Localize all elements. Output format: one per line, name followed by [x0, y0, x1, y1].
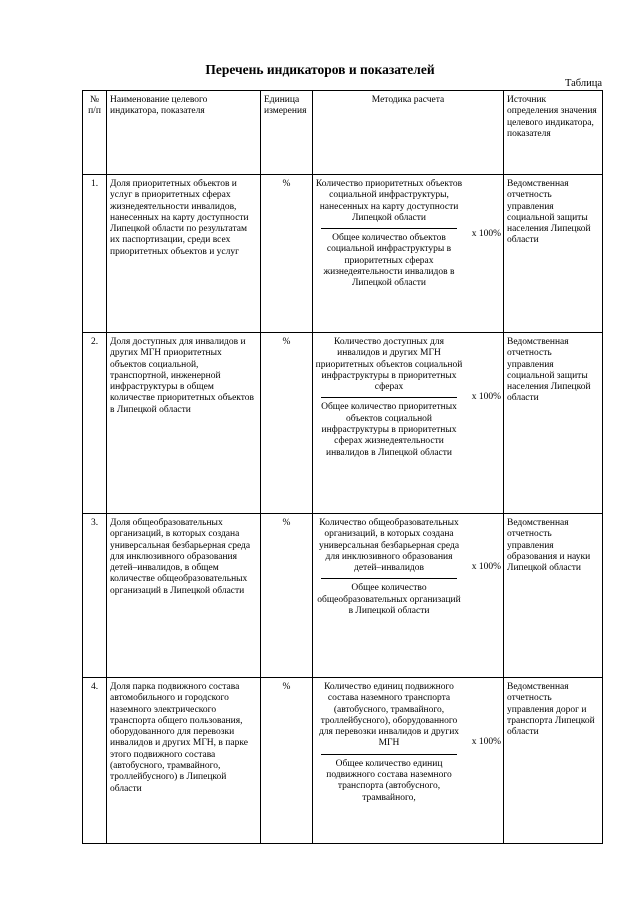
- multiplier: x 100%: [471, 562, 501, 573]
- table-header-row: [83, 91, 603, 175]
- row-name: Доля доступных для инвалидов и других МГН приоритетных объектов социальной, транспортной, инженерной инфраструктуры в общем количестве приоритетных объектов в Липецкой области: [107, 333, 261, 514]
- header-method: Методика расчета: [313, 91, 504, 175]
- numerator: Количество общеобразовательных организаций, в которых создана универсальная безбарьерная среда для инклюзивного образования детей–инвалидов: [318, 518, 460, 574]
- header-unit: Единица измерения: [261, 91, 313, 175]
- row-method: [313, 333, 504, 514]
- numerator: Количество единиц подвижного состава наземного транспорта (автобусного, трамвайного, троллейбусного), оборудованного для перевозки инвалидов и других МГН: [318, 682, 460, 749]
- fraction: [315, 179, 463, 290]
- table-row: [83, 678, 603, 844]
- fraction: [315, 682, 463, 804]
- header-source: Источник определения значения целевого индикатора, показателя: [504, 91, 603, 175]
- row-source: Ведомственная отчетность управления образования и науки Липецкой области: [504, 514, 603, 678]
- row-unit: %: [261, 175, 313, 333]
- row-num: 1.: [83, 175, 107, 333]
- table-caption: Таблица: [564, 78, 602, 89]
- fraction-line: [321, 754, 457, 755]
- formula: [315, 682, 501, 804]
- table-row: [83, 333, 603, 514]
- numerator: Количество приоритетных объектов социальной инфраструктуры, нанесенных на карту доступности Липецкой области: [315, 179, 463, 223]
- row-name: Доля общеобразовательных организаций, в которых создана универсальная безбарьерная среда для инклюзивного образования детей–инвалидов, в общем количестве общеобразовательных организаций в Липецкой области: [107, 514, 261, 678]
- header-num: № п/п: [83, 91, 107, 175]
- fraction-line: [321, 228, 457, 229]
- multiplier: x 100%: [471, 228, 501, 239]
- fraction: [315, 337, 463, 459]
- formula: [315, 179, 501, 290]
- multiplier: x 100%: [471, 392, 501, 403]
- fraction-line: [321, 578, 457, 579]
- row-source: Ведомственная отчетность управления социальной защиты населения Липецкой области: [504, 175, 603, 333]
- row-method: [313, 514, 504, 678]
- row-source: Ведомственная отчетность управления дорог и транспорта Липецкой области: [504, 678, 603, 844]
- row-num: 4.: [83, 678, 107, 844]
- row-name: Доля приоритетных объектов и услуг в приоритетных сферах жизнедеятельности инвалидов, нанесенных на карту доступности Липецкой области по результатам их паспортизации, среди всех приоритетных объектов и услуг: [107, 175, 261, 333]
- row-name: Доля парка подвижного состава автомобильного и городского наземного электрического транспорта общего пользования, оборудованного для перевозки инвалидов и других МГН, в парке этого подвижного состава (автобусного, трамвайного, троллейбусного) в Липецкой области: [107, 678, 261, 844]
- row-unit: %: [261, 514, 313, 678]
- denominator: Общее количество приоритетных объектов социальной инфраструктуры в приоритетных сферах жизнедеятельности инвалидов в Липецкой области: [321, 402, 457, 458]
- row-num: 2.: [83, 333, 107, 514]
- document-title: Перечень индикаторов и показателей: [205, 62, 435, 77]
- row-source: Ведомственная отчетность управления социальной защиты населения Липецкой области: [504, 333, 603, 514]
- row-unit: %: [261, 333, 313, 514]
- table-row: [83, 514, 603, 678]
- numerator: Количество доступных для инвалидов и других МГН приоритетных объектов социальной инфраструктуры в приоритетных сферах: [315, 337, 463, 393]
- indicators-table: [82, 90, 603, 844]
- row-method: [313, 678, 504, 844]
- multiplier: x 100%: [471, 737, 501, 748]
- fraction-line: [321, 397, 457, 398]
- formula: [315, 337, 501, 459]
- denominator: Общее количество объектов социальной инфраструктуры в приоритетных сферах жизнедеятельности инвалидов в Липецкой области: [323, 233, 455, 289]
- table-row: [83, 175, 603, 333]
- denominator: Общее количество общеобразовательных организаций в Липецкой области: [317, 583, 461, 617]
- row-unit: %: [261, 678, 313, 844]
- formula: [315, 518, 501, 617]
- row-num: 3.: [83, 514, 107, 678]
- row-method: [313, 175, 504, 333]
- fraction: [315, 518, 463, 617]
- header-name: Наименование целевого индикатора, показателя: [107, 91, 261, 175]
- denominator: Общее количество единиц подвижного состава наземного транспорта (автобусного, трамвайного,: [326, 758, 452, 803]
